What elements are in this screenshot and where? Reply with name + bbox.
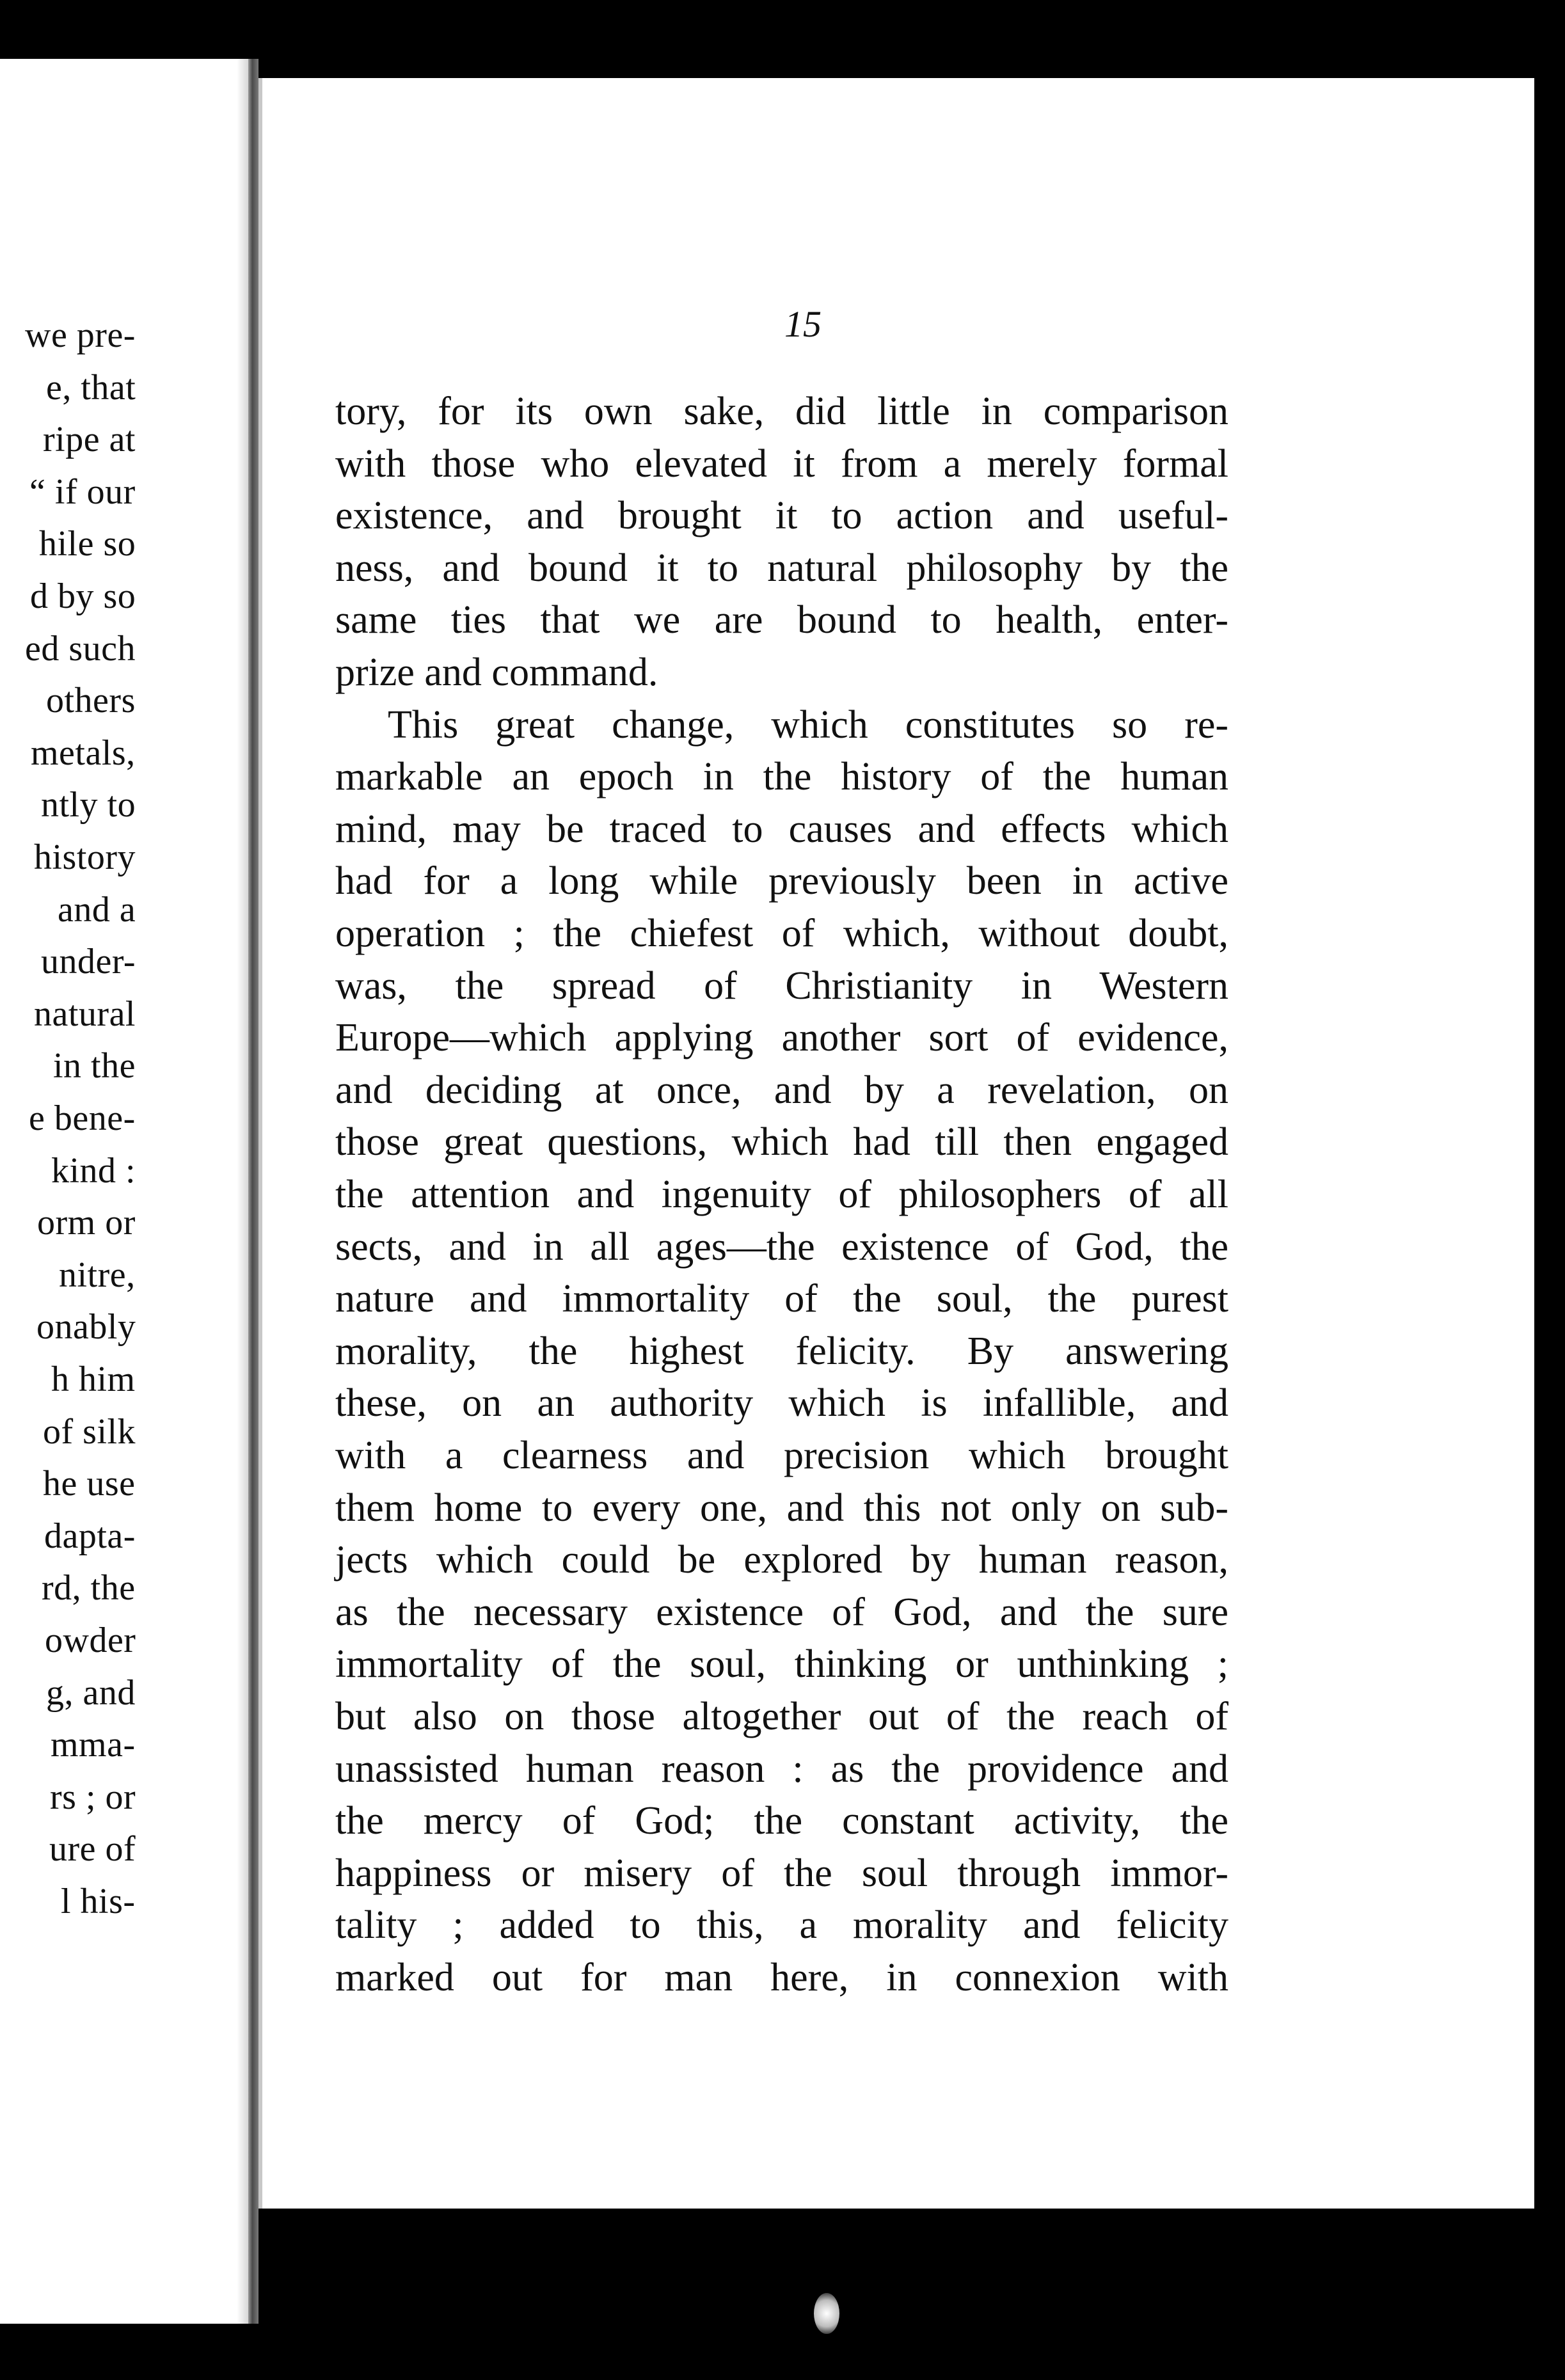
body-text-line: immortality of the soul, thinking or unthinking ; bbox=[335, 1642, 1228, 1686]
left-page-line: e bene- bbox=[29, 1099, 136, 1138]
body-text-line: but also on those altogether out of the reach of bbox=[335, 1695, 1228, 1738]
left-page-line: others bbox=[46, 681, 136, 721]
body-text-line: with a clearness and precision which brought bbox=[335, 1434, 1228, 1477]
body-text-line: morality, the highest felicity. By answering bbox=[335, 1329, 1228, 1373]
body-text-line: marked out for man here, in connexion with bbox=[335, 1956, 1228, 1999]
left-page-line: ed such bbox=[25, 628, 136, 669]
body-text-line: markable an epoch in the history of the human bbox=[335, 755, 1228, 799]
left-page-line: hile so bbox=[39, 524, 136, 564]
page-number: 15 bbox=[784, 303, 822, 345]
left-page-line: orm or bbox=[37, 1203, 136, 1243]
body-text-line: the attention and ingenuity of philosophers of all bbox=[335, 1173, 1228, 1216]
left-page-line: nitre, bbox=[59, 1255, 136, 1295]
left-page-line: owder bbox=[45, 1621, 136, 1660]
left-page-line: and a bbox=[58, 889, 136, 930]
body-text-line: existence, and brought it to action and useful- bbox=[335, 494, 1228, 538]
left-page-line: “ if our bbox=[29, 472, 136, 512]
body-text-line: tality ; added to this, a morality and felicity bbox=[335, 1903, 1228, 1948]
body-text-line: and deciding at once, and by a revelation, on bbox=[335, 1068, 1228, 1112]
body-text-line: was, the spread of Christianity in Western bbox=[335, 964, 1228, 1008]
body-text-line: those great questions, which had till then engaged bbox=[335, 1120, 1228, 1164]
body-text-line: jects which could be explored by human reason, bbox=[335, 1538, 1228, 1582]
left-page-line: l his- bbox=[61, 1882, 136, 1921]
left-page-line: under- bbox=[41, 942, 136, 982]
body-text-line: them home to every one, and this not only on sub- bbox=[335, 1486, 1228, 1530]
left-page-line: d by so bbox=[30, 576, 136, 616]
body-text-line: same ties that we are bound to health, enter- bbox=[335, 598, 1228, 642]
body-text-line: happiness or misery of the soul through immor- bbox=[335, 1851, 1228, 1895]
left-page-line: natural bbox=[34, 994, 136, 1034]
book-gutter bbox=[248, 59, 258, 2324]
left-page-line: ntly to bbox=[41, 785, 136, 825]
body-text-line: operation ; the chiefest of which, without doubt, bbox=[335, 912, 1228, 955]
body-text-line: unassisted human reason : as the providence and bbox=[335, 1747, 1228, 1791]
body-text-line: nature and immortality of the soul, the purest bbox=[335, 1277, 1228, 1321]
body-text-line: This great change, which constitutes so re- bbox=[388, 702, 1228, 747]
left-page-line: rd, the bbox=[42, 1568, 136, 1608]
left-page-line: g, and bbox=[46, 1672, 136, 1713]
left-page-line: metals, bbox=[31, 733, 136, 773]
left-page-line: dapta- bbox=[44, 1516, 136, 1556]
left-page-line: in the bbox=[53, 1046, 136, 1086]
left-page-line: kind : bbox=[51, 1150, 136, 1191]
body-text-line: ness, and bound it to natural philosophy by the bbox=[335, 546, 1228, 590]
left-page-line: e, that bbox=[46, 367, 136, 408]
body-text-line: Europe—which applying another sort of evidence, bbox=[335, 1016, 1228, 1060]
body-text-line: prize and command. bbox=[335, 651, 658, 694]
body-text-line: had for a long while previously been in active bbox=[335, 859, 1228, 903]
left-page-line: he use bbox=[43, 1464, 136, 1504]
left-page-line: h him bbox=[51, 1360, 136, 1399]
left-facing-page bbox=[0, 59, 248, 2324]
scan-artifact bbox=[814, 2293, 839, 2334]
left-page-line: mma- bbox=[51, 1725, 136, 1765]
left-page-line: ripe at bbox=[43, 420, 136, 460]
left-page-line: we pre- bbox=[25, 315, 136, 355]
body-text-line: tory, for its own sake, did little in comparison bbox=[335, 390, 1228, 433]
left-page-line: history bbox=[34, 837, 136, 877]
body-text-line: the mercy of God; the constant activity, the bbox=[335, 1799, 1228, 1843]
left-page-line: ure of bbox=[49, 1829, 136, 1869]
body-text-line: these, on an authority which is infallible, and bbox=[335, 1381, 1228, 1425]
body-text-line: with those who elevated it from a merely formal bbox=[335, 441, 1228, 486]
body-text-line: as the necessary existence of God, and the sure bbox=[335, 1590, 1228, 1634]
left-page-line: of silk bbox=[43, 1411, 136, 1452]
left-page-line: rs ; or bbox=[50, 1777, 136, 1817]
body-text-line: mind, may be traced to causes and effects which bbox=[335, 807, 1228, 851]
body-text-line: sects, and in all ages—the existence of God, the bbox=[335, 1225, 1228, 1269]
left-page-line: onably bbox=[36, 1307, 136, 1347]
